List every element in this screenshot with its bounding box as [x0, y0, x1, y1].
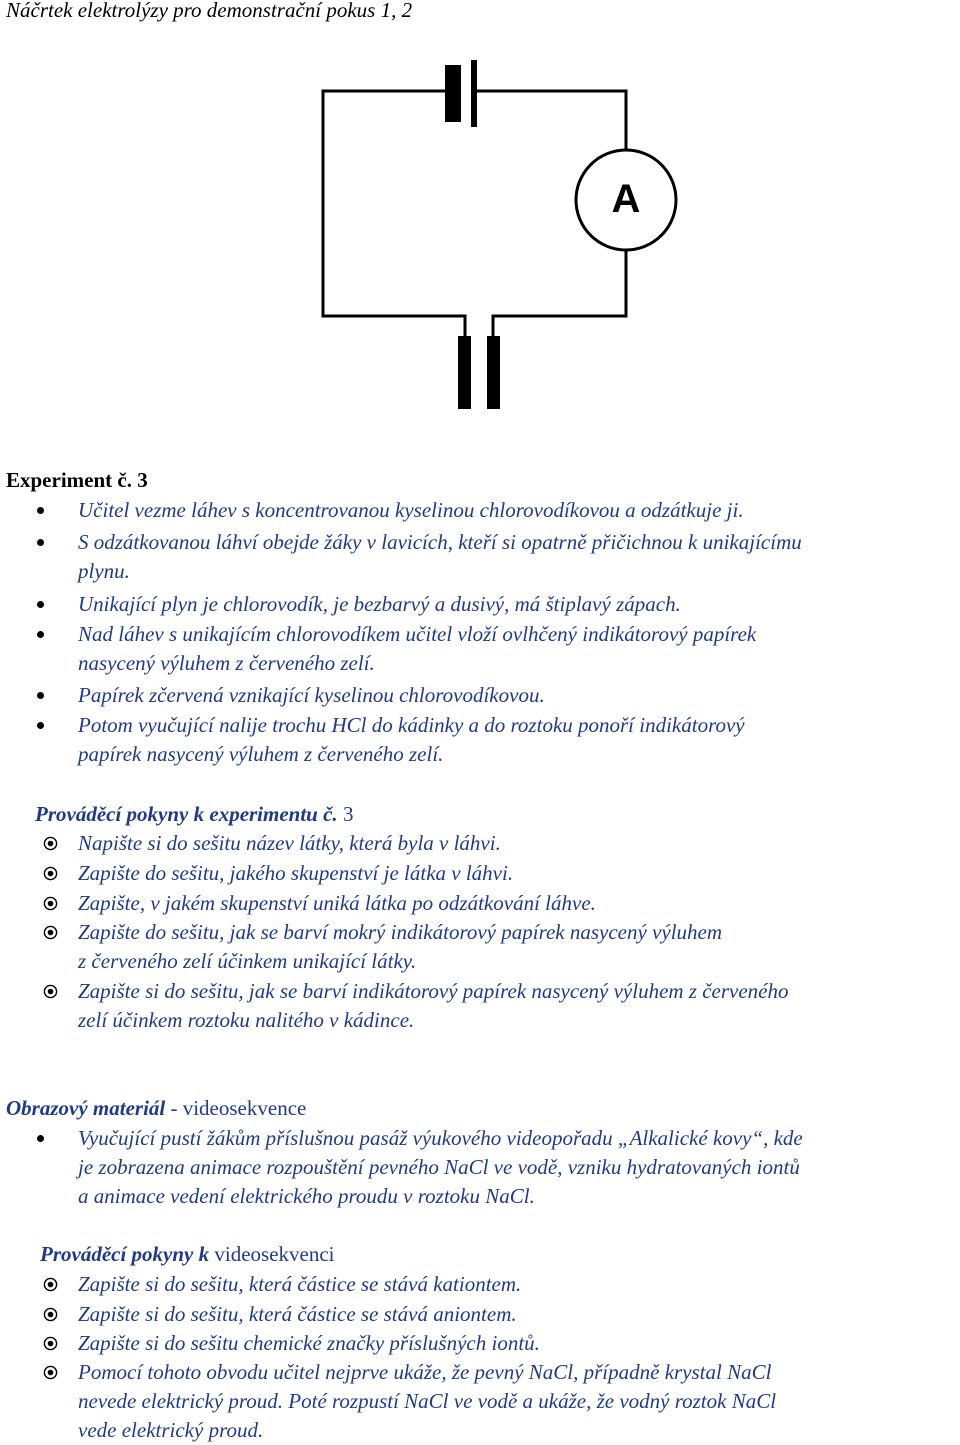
list-item-text: Zapište si do sešitu chemické značky příslušných iontů.	[78, 1331, 540, 1355]
battery-icon	[445, 60, 477, 127]
list-item-text: a animace vedení elektrického proudu v roztoku NaCl.	[78, 1184, 535, 1208]
list-item-text: Zapište si do sešitu, která částice se stává kationtem.	[78, 1272, 522, 1296]
instructions-video-heading-main: Prováděcí pokyny k	[40, 1242, 210, 1266]
target-bullet-icon	[43, 896, 58, 911]
list-item-text: Papírek zčervená vznikající kyselinou chlorovodíkovou.	[78, 683, 545, 707]
list-item-text: Unikající plyn je chlorovodík, je bezbarvý a dusivý, má štiplavý zápach.	[78, 592, 681, 616]
target-bullet-icon	[43, 984, 58, 999]
target-bullet-icon	[43, 925, 58, 940]
ammeter-label: A	[611, 177, 641, 221]
visual-material-heading	[6, 1094, 306, 1123]
list-item-text: Zapište do sešitu, jak se barví mokrý indikátorový papírek nasycený výluhem	[78, 920, 723, 944]
target-bullet-icon	[43, 1307, 58, 1322]
list-item-text: Vyučující pustí žákům příslušnou pasáž výukového videopořadu „Alkalické kovy“, kde	[78, 1126, 803, 1150]
instructions-heading-number: 3	[337, 802, 354, 826]
list-item-text: nevede elektrický proud. Poté rozpustí NaCl ve vodě a ukáže, že vodný roztok NaCl	[78, 1389, 777, 1413]
bullet-icon	[37, 539, 44, 546]
visual-material-heading-main: Obrazový materiál	[6, 1096, 166, 1120]
list-item-text: je zobrazena animace rozpouštění pevného NaCl ve vodě, vzniku hydratovaných iontů	[78, 1155, 800, 1179]
bullet-icon	[37, 507, 44, 514]
list-item-text: vede elektrický proud.	[78, 1418, 264, 1442]
bullet-icon	[37, 692, 44, 699]
bullet-icon	[37, 631, 44, 638]
instructions-video-heading-sub: videosekvenci	[209, 1242, 335, 1266]
bullet-icon	[37, 1135, 44, 1142]
list-item-text: Učitel vezme láhev s koncentrovanou kyselinou chlorovodíkovou a odzátkuje ji.	[78, 498, 744, 522]
list-item-text: Potom vyučující nalije trochu HCl do kádinky a do roztoku ponoří indikátorový	[78, 713, 745, 737]
target-bullet-icon	[43, 1365, 58, 1380]
ammeter-icon	[576, 150, 676, 250]
list-item-text: Zapište si do sešitu, jak se barví indikátorový papírek nasycený výluhem z červeného	[78, 979, 789, 1003]
list-item-text: z červeného zelí účinkem unikající látky.	[78, 949, 417, 973]
instructions-exp3-heading	[35, 800, 353, 829]
instructions-heading-main: Prováděcí pokyny k experimentu č.	[35, 802, 338, 826]
list-item-text: Zapište si do sešitu, která částice se stává aniontem.	[78, 1302, 517, 1326]
list-item-text: Napište si do sešitu název látky, která byla v láhvi.	[78, 831, 501, 855]
list-item-text: plynu.	[78, 559, 130, 583]
list-item-text: Zapište do sešitu, jakého skupenství je látka v láhvi.	[78, 861, 514, 885]
electrodes-icon	[458, 336, 500, 409]
bullet-icon	[37, 601, 44, 608]
target-bullet-icon	[43, 866, 58, 881]
bullet-icon	[37, 722, 44, 729]
instructions-video-heading	[40, 1240, 335, 1269]
target-bullet-icon	[43, 836, 58, 851]
list-item-text: S odzátkovanou láhví obejde žáky v lavicích, kteří si opatrně přičichnou k unikajícímu	[78, 530, 802, 554]
list-item-text: papírek nasycený výluhem z červeného zelí.	[78, 742, 444, 766]
circuit-diagram	[0, 40, 960, 440]
figure-caption: Náčrtek elektrolýzy pro demonstrační pokus 1, 2	[6, 0, 413, 22]
list-item-text: nasycený výluhem z červeného zelí.	[78, 651, 375, 675]
target-bullet-icon	[43, 1277, 58, 1292]
experiment-heading: Experiment č. 3	[6, 468, 148, 492]
target-bullet-icon	[43, 1336, 58, 1351]
list-item-text: zelí účinkem roztoku nalitého v kádince.	[78, 1008, 415, 1032]
list-item-text: Zapište, v jakém skupenství uniká látka po odzátkování láhve.	[78, 891, 596, 915]
list-item-text: Nad láhev s unikajícím chlorovodíkem učitel vloží ovlhčený indikátorový papírek	[78, 622, 757, 646]
list-item-text: Pomocí tohoto obvodu učitel nejprve ukáže, že pevný NaCl, případně krystal NaCl	[78, 1360, 772, 1384]
visual-material-heading-sub: - videosekvence	[165, 1096, 307, 1120]
